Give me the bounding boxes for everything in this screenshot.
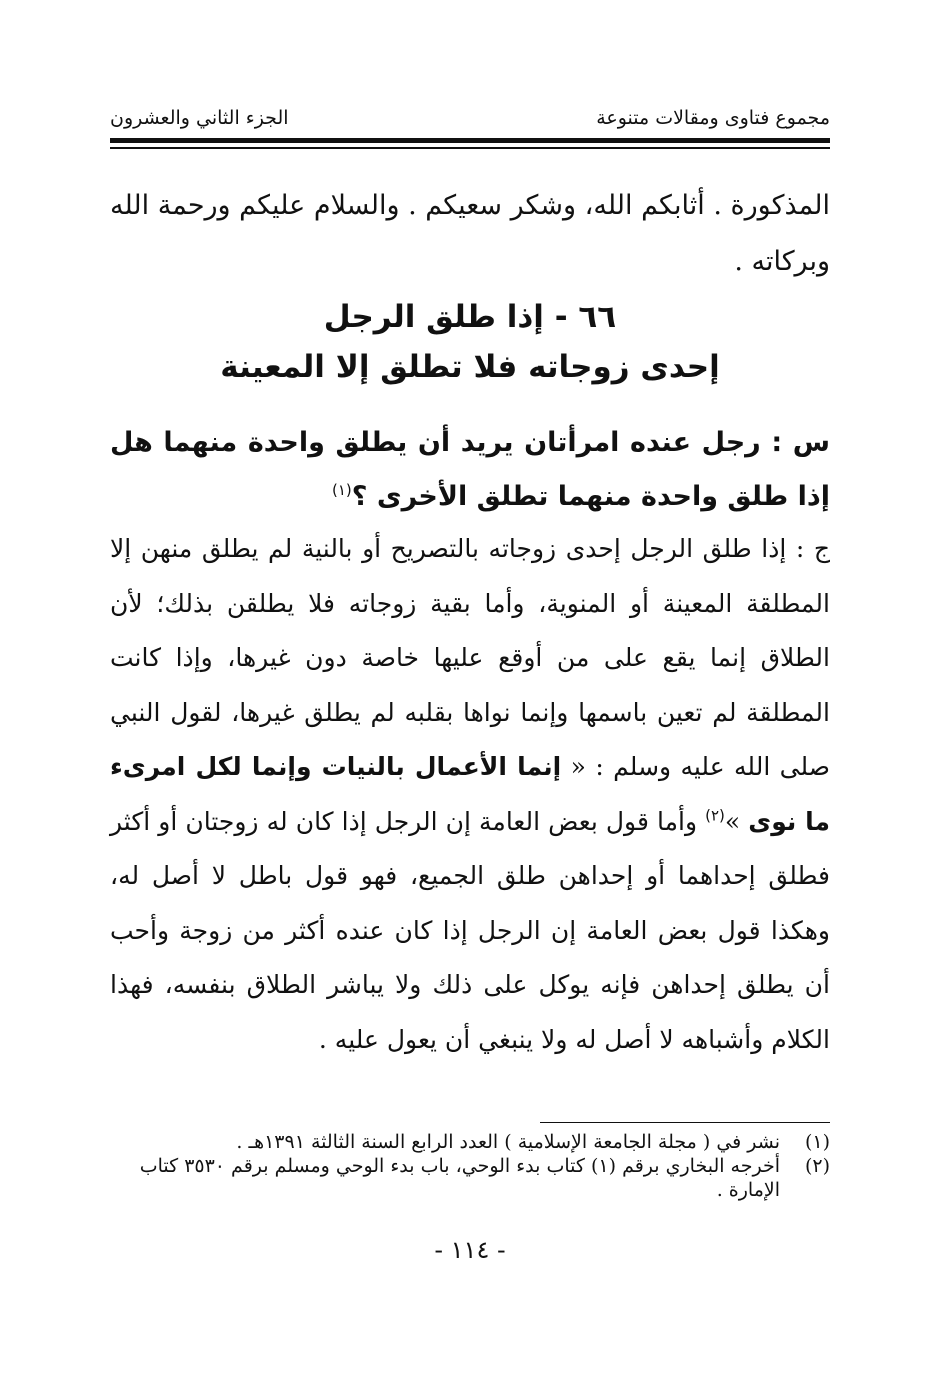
footnote-number: (١) — [804, 1131, 830, 1153]
volume-label: الجزء الثاني والعشرون — [110, 107, 289, 129]
intro-paragraph: المذكورة . أثابكم الله، وشكر سعيكم . والسلام عليكم ورحمة الله وبركاته . — [110, 190, 830, 277]
answer-text-part2: » — [724, 806, 741, 836]
footnote-item — [110, 1154, 830, 1202]
answer-paragraph — [110, 522, 830, 1067]
section-subtitle: إحدى زوجاته فلا تطلق إلا المعينة — [220, 349, 720, 385]
footnote-number: (٢) — [804, 1155, 830, 1177]
answer-text-part3: وأما قول بعض العامة إن الرجل إذا كان له زوجتان أو أكثر فطلق إحداهما أو إحداهن طلق الجميع، فهو قول باطل لا أصل له، وهكذا قول بعض العامة إن الرجل إذا كان عنده أكثر من زوجة وأحب أن يطلق إحداهن فإنه يوكل على ذلك ولا يباشر الطلاق بنفسه، فهذا الكلام وأشباهه لا أصل له ولا ينبغي أن يعول عليه . — [110, 806, 831, 1054]
footnotes — [110, 1130, 830, 1202]
answer-text-part1: ج : إذا طلق الرجل إحدى زوجاته بالتصريح أو بالنية لم يطلق منهن إلا المطلقة المعينة أو المنوية، وأما بقية زوجاته فلا يطلقن بذلك؛ لأن الطلاق إنما يقع على من أوقع عليها خاصة دون غيرها، وإذا كانت المطلقة لم تعين باسمها وإنما نواها بقلبه لم يطلق غيرها، لقول النبي صلى الله عليه وسلم : « — [110, 534, 830, 781]
footnote-text: أخرجه البخاري برقم (١) كتاب بدء الوحي، باب بدء الوحي ومسلم برقم ٣٥٣٠ كتاب الإمارة . — [139, 1155, 780, 1201]
header-rule-thick — [110, 138, 830, 143]
header-rule-thin — [110, 147, 830, 149]
running-header — [110, 98, 830, 138]
question-paragraph — [110, 416, 830, 524]
answer-footnote-ref: (٢) — [705, 806, 725, 825]
question-footnote-ref: (١) — [332, 481, 352, 499]
page-number: - ١١٤ - — [434, 1236, 506, 1264]
footnote-text: نشر في ( مجلة الجامعة الإسلامية ) العدد الرابع السنة الثالثة ١٣٩١هـ . — [236, 1131, 780, 1153]
book-title: مجموع فتاوى ومقالات متنوعة — [596, 107, 830, 129]
section-title: ٦٦ - إذا طلق الرجل — [323, 299, 617, 335]
question-text: س : رجل عنده امرأتان يريد أن يطلق واحدة منهما هل إذا طلق واحدة منهما تطلق الأخرى ؟ — [110, 427, 830, 512]
footnote-separator — [540, 1122, 830, 1123]
hadith-quote: إنما الأعمال بالنيات وإنما لكل امرىء ما نوى — [110, 752, 830, 836]
footnote-item — [110, 1130, 830, 1154]
